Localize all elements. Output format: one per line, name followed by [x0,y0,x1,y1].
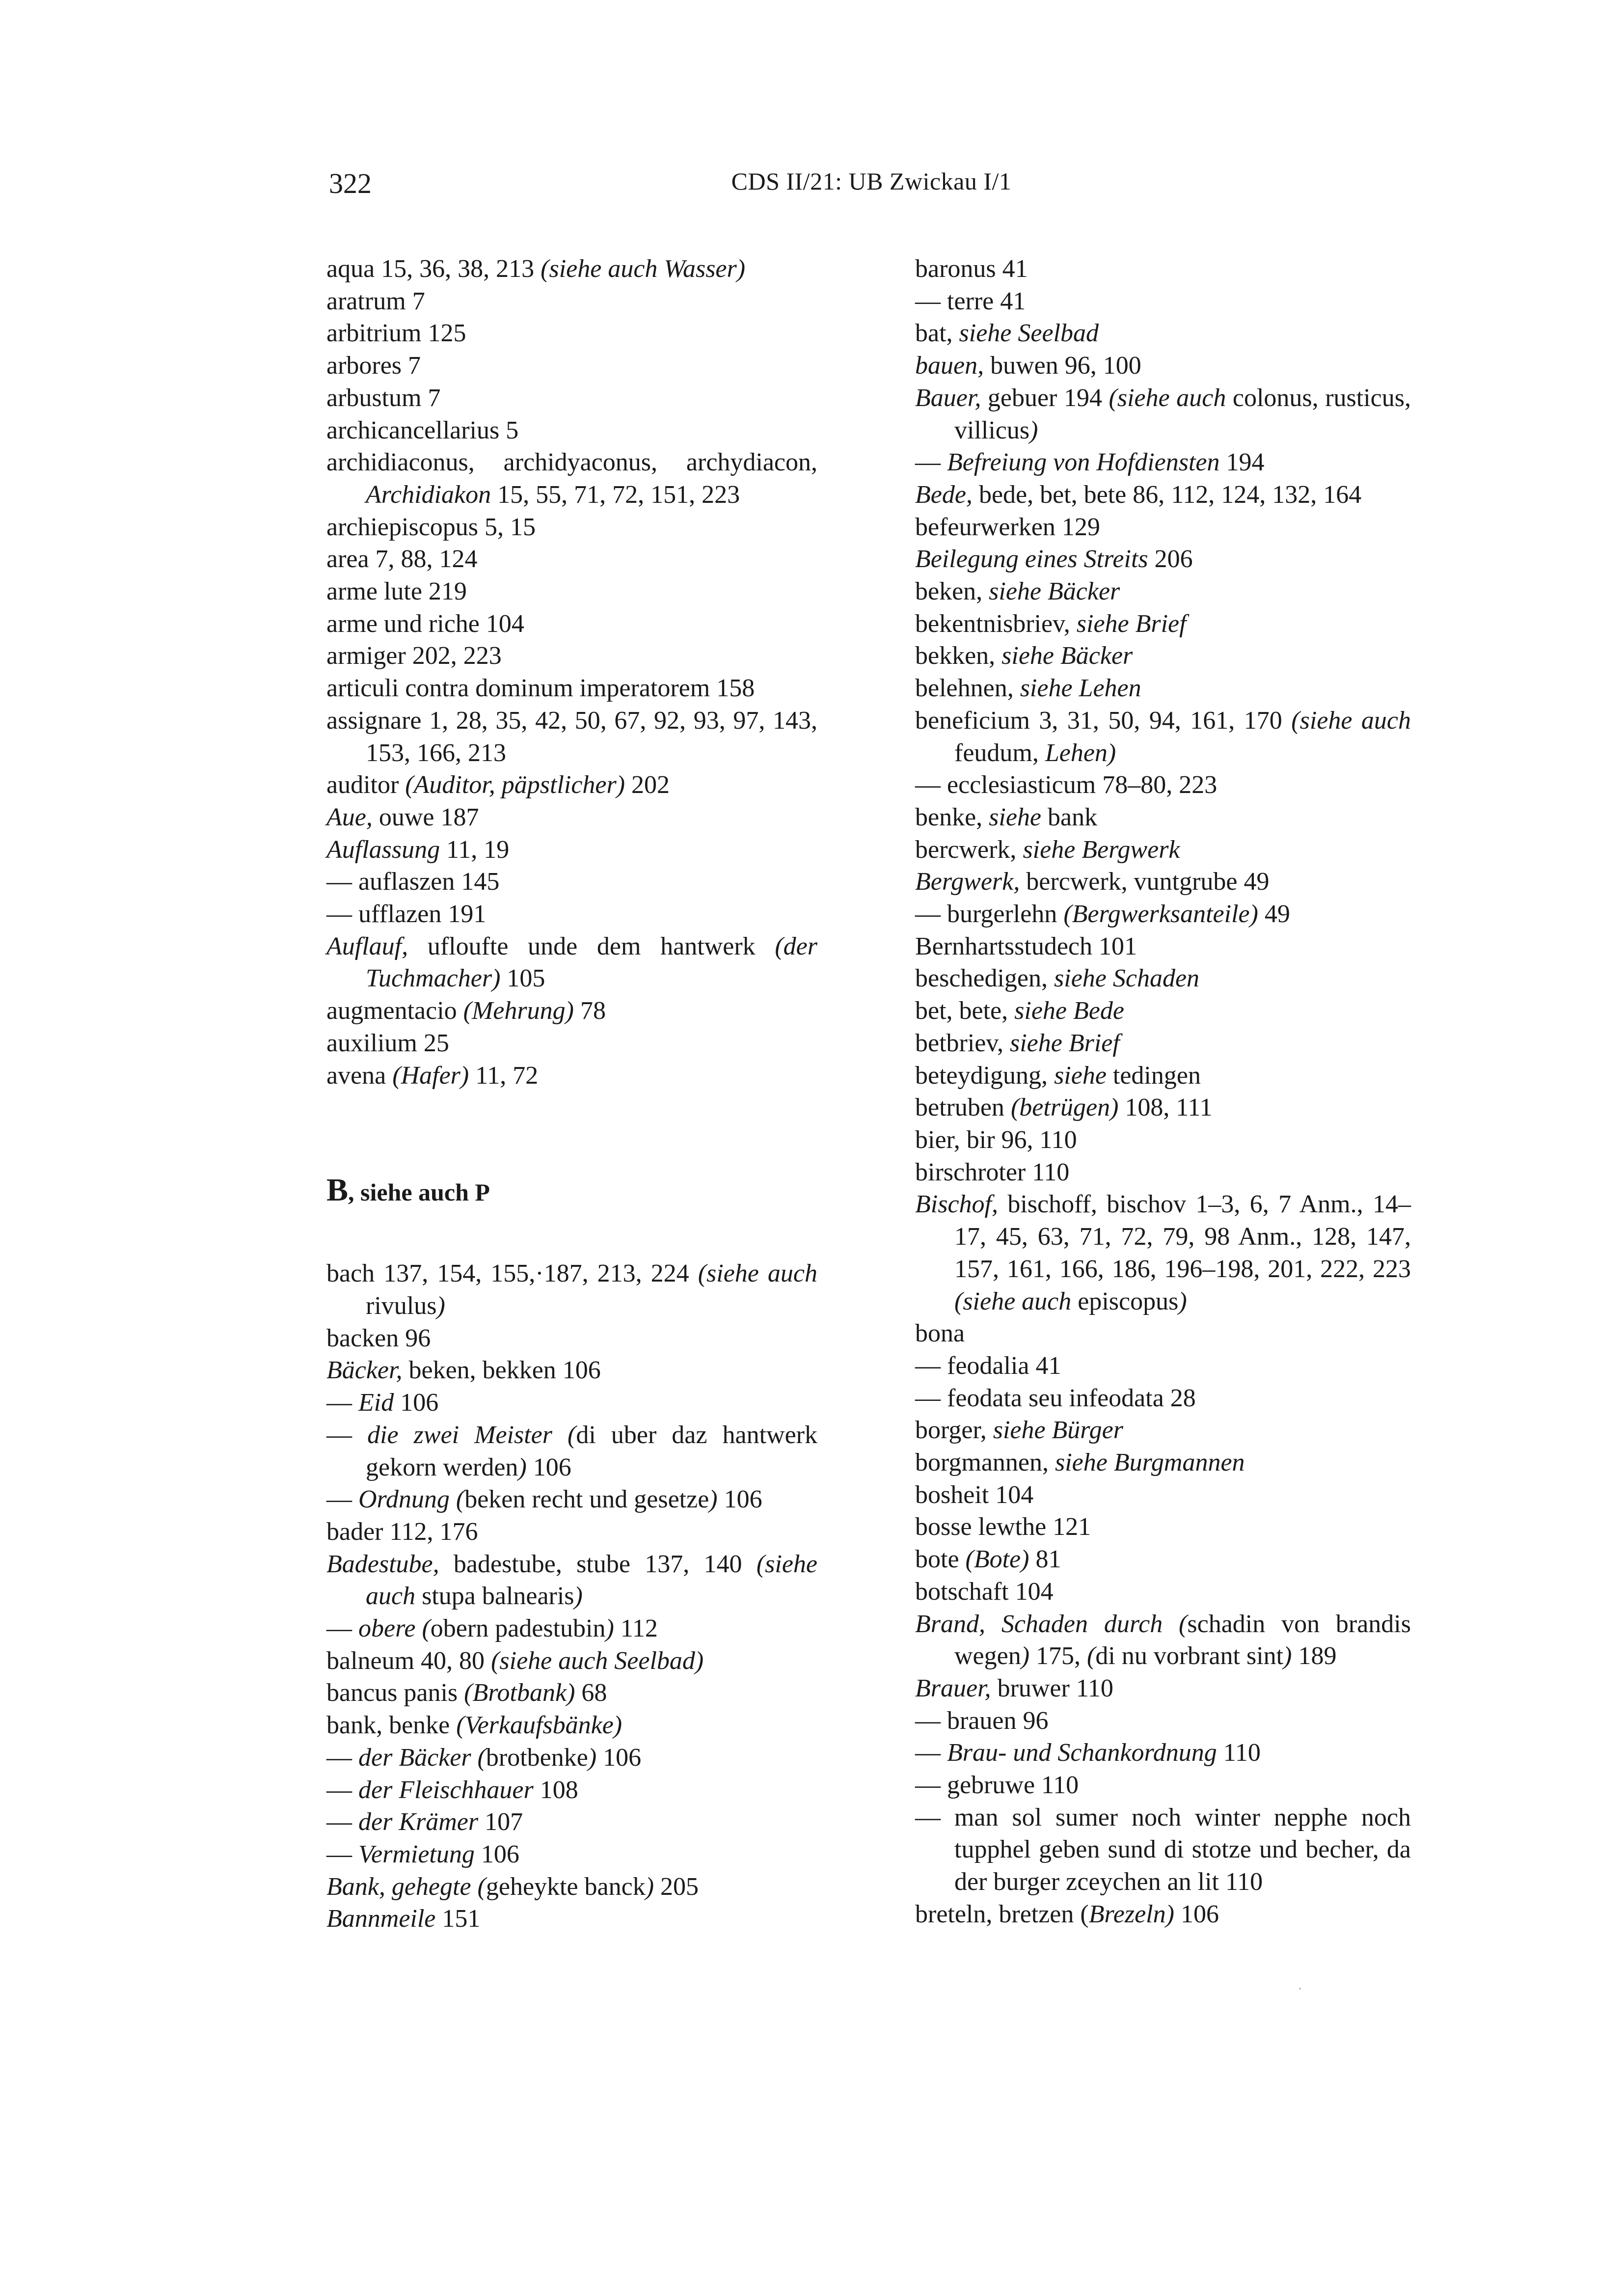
index-entry [915,1156,1411,1189]
entry-text: 189 [1292,1642,1337,1670]
index-entry [915,1124,1411,1156]
entry-text: der Fleischhauer [358,1776,534,1804]
entry-text: 81 [1029,1545,1061,1574]
entry-text: Auflassung [326,835,440,864]
entry-text: (siehe auch Seelbad) [491,1646,704,1675]
entry-text: bosheit 104 [915,1480,1034,1509]
entry-text: ) [1021,1642,1030,1670]
entry-text: — [326,1389,358,1417]
running-title: CDS II/21: UB Zwickau I/1 [731,167,1012,195]
section-heading-b [326,1174,817,1208]
entry-text: 175, [1029,1642,1087,1670]
entry-text: borger, [915,1416,993,1445]
entry-text: — brauen 96 [915,1706,1049,1735]
entry-text: Ordnung ( [358,1485,465,1514]
entry-text: — gebruwe 110 [915,1771,1079,1800]
index-entries-a [326,253,817,1092]
index-entry [915,640,1411,672]
index-entry [915,801,1411,834]
index-entry [326,801,817,834]
entry-text: siehe Burgmannen [1055,1449,1245,1477]
index-entry [326,1838,817,1871]
entry-text: armiger 202, 223 [326,642,502,670]
index-entry [915,446,1411,479]
entry-text: beken recht und gesetze [464,1485,709,1514]
index-entry [915,866,1411,898]
entry-text: (Verkaufsbänke) [456,1711,622,1740]
entry-text: breteln, bretzen ( [915,1900,1089,1928]
entry-text: (siehe auch [1109,383,1226,412]
entry-text: — terre 41 [915,287,1026,315]
entry-text: archiepiscopus 5, 15 [326,513,536,541]
entry-text: beschedigen, [915,964,1055,993]
entry-text: betbriev, [915,1029,1010,1057]
entry-text: arbitrium 125 [326,319,466,348]
entry-text: Auflauf, [326,932,408,960]
entry-text: siehe Lehen [1020,674,1141,703]
entry-text: Bernhartsstudech 101 [915,932,1137,960]
entry-text: feudum, [954,738,1045,767]
entry-text: — [326,1421,368,1449]
entry-text: ) [709,1485,718,1514]
entry-text: arbustum 7 [326,383,441,412]
entry-text: 49 [1258,900,1290,929]
entry-text: colonus, rusticus, villicus [954,383,1411,444]
entry-text: 78 [573,997,606,1025]
index-entry [326,930,817,995]
index-entry [915,1188,1411,1317]
entry-text: bruwer 110 [991,1674,1113,1702]
index-entry [326,1516,817,1548]
index-entry [915,1382,1411,1415]
entry-text: 108 [533,1776,578,1804]
index-entry [915,1092,1411,1124]
index-entry [326,1483,817,1516]
entry-text: beneficium 3, 31, 50, 94, 161, 170 [915,706,1292,735]
entry-text: bischoff, bischov 1–3, 6, 7 Anm., 14–17, 45, 63, 71, 72, 79, 98 Anm., 128, 147, 157, 161, 166, 186, 196–198, 201, 222, 223 [954,1190,1411,1283]
entry-text: ) [1029,416,1038,444]
index-entry [326,1027,817,1060]
entry-text: gebuer 194 [981,383,1109,412]
index-entry [915,1027,1411,1060]
entry-text: bona [915,1319,965,1348]
page-header [329,167,1414,206]
entry-text: — [326,1808,358,1836]
entry-text: die zwei Meister ( [367,1421,576,1449]
index-column-right [915,253,1411,1931]
entry-text: siehe Bäcker [989,577,1120,606]
index-entry [326,511,817,544]
entry-text: bercwerk, [915,835,1023,864]
entry-text: — auflaszen 145 [326,868,500,896]
entry-text: belehnen, [915,674,1020,703]
entry-text: 106 [394,1389,439,1417]
entry-text: ufloufte unde dem hantwerk [408,932,775,960]
entry-text: siehe Seelbad [959,319,1099,348]
entry-text: (siehe auch Wasser) [541,255,746,283]
entry-text: Vermietung [358,1840,475,1868]
index-entry [326,1677,817,1709]
index-entry [915,1608,1411,1672]
index-entry [915,834,1411,866]
index-entry [326,995,817,1027]
entry-text: — burgerlehn [915,900,1064,929]
entry-text: beteydigung, [915,1061,1055,1090]
index-entry [915,1898,1411,1931]
index-entry [326,898,817,930]
scan-speck [1299,1988,1301,1990]
index-entry [326,575,817,608]
entry-text: bader 112, 176 [326,1517,478,1546]
index-entry [326,1613,817,1645]
index-entry [915,1705,1411,1737]
entry-text: ) [645,1872,654,1901]
index-entry [915,1350,1411,1382]
entry-text: siehe [989,803,1042,831]
entry-text: (betrügen) [1010,1093,1119,1122]
index-entry [915,543,1411,575]
entry-text: Befreiung von Hofdiensten [947,448,1220,477]
entry-text: benke, [915,803,989,831]
section-letter: B [326,1172,349,1208]
entry-text: auditor [326,771,406,799]
index-entry [915,1543,1411,1576]
entry-text: ) [1178,1287,1187,1315]
entry-text: arme lute 219 [326,577,467,606]
entry-text: — [326,1776,358,1804]
entry-text: siehe Bede [1014,997,1124,1025]
entry-text: 106 [1174,1900,1219,1928]
entry-text: bosse lewthe 121 [915,1513,1091,1541]
entry-text: Eid [358,1389,394,1417]
index-entry [915,1737,1411,1769]
entry-text: bauen, [915,352,984,380]
entry-text: bede, bet, bete 86, 112, 124, 132, 164 [972,480,1362,509]
index-entry [326,1709,817,1742]
entry-text: obere ( [358,1614,431,1643]
entry-text: area 7, 88, 124 [326,545,478,574]
index-entry [326,543,817,575]
entry-text: aqua 15, 36, 38, 213 [326,255,541,283]
index-entry [326,1354,817,1387]
entry-text: 15, 55, 71, 72, 151, 223 [491,480,740,509]
index-entry [915,1576,1411,1608]
index-entry [326,1903,817,1935]
index-entry [915,1802,1411,1898]
entry-text: — feodalia 41 [915,1351,1061,1380]
entry-text: Bank, gehegte ( [326,1872,486,1901]
entry-text: arme und riche 104 [326,609,524,638]
entry-text: avena [326,1061,393,1090]
entry-text: di uber daz hantwerk gekorn werden [366,1421,818,1481]
entry-text: (Brotbank) [464,1679,575,1707]
entry-text: Lehen) [1045,738,1116,767]
entry-text: Bergwerk, [915,868,1020,896]
entry-text: — [915,1739,947,1767]
entry-text: borgmannen, [915,1449,1055,1477]
entry-text: articuli contra dominum imperatorem 158 [326,674,755,703]
entry-text: arbores 7 [326,352,421,380]
index-entry [326,1322,817,1355]
entry-text: aratrum 7 [326,287,425,315]
entry-text: bercwerk, vuntgrube 49 [1020,868,1270,896]
entry-text: balneum 40, 80 [326,1646,491,1675]
index-entry [326,350,817,382]
index-entry [915,608,1411,640]
index-entries-right [915,253,1411,1931]
entry-text: (Bergwerksanteile) [1063,900,1258,929]
entry-text: (Bote) [965,1545,1029,1574]
entry-text: birschroter 110 [915,1158,1070,1186]
entry-text: Brau- und Schankordnung [947,1739,1217,1767]
entry-text: ( [1087,1642,1096,1670]
entry-text: 106 [717,1485,762,1514]
entry-text: der Krämer [358,1808,479,1836]
index-entry [915,1479,1411,1511]
entry-text: (siehe auch [698,1259,817,1288]
index-entry [326,317,817,350]
entry-text: ) [436,1291,445,1320]
entry-text: Badestube, [326,1550,439,1578]
entry-text: Brezeln) [1088,1900,1174,1928]
entry-text: 108, 111 [1118,1093,1213,1122]
index-entry [915,1447,1411,1479]
entry-text: bier, bir 96, 110 [915,1125,1077,1154]
entry-text: episcopus [1071,1287,1179,1315]
index-entry [915,769,1411,801]
index-entry [915,898,1411,930]
entry-text: ) [518,1453,527,1481]
entry-text: obern padestubin [430,1614,606,1643]
entry-text: assignare 1, 28, 35, 42, 50, 67, 92, 93, 97, 143, 153, 166, 213 [326,706,817,767]
entry-text: bach 137, 154, 155,·187, 213, 224 [326,1259,698,1288]
entry-text: stupa balnearis [415,1582,574,1611]
entry-text: — man sol sumer noch winter nepphe noch tupphel geben sund di stotze und becher, da der burger zceychen an lit 110 [915,1803,1411,1896]
entry-text: 11, 72 [469,1061,539,1090]
entry-text: 106 [526,1453,571,1481]
entry-text: siehe Bergwerk [1023,835,1180,864]
entry-text: befeurwerken 129 [915,513,1100,541]
entry-text: baronus 41 [915,255,1028,283]
entry-text: — ufflazen 191 [326,900,487,929]
index-entry [326,1060,817,1092]
index-entry [915,930,1411,963]
entry-text: 112 [614,1614,658,1643]
entry-text: botschaft 104 [915,1577,1054,1606]
entry-text: augmentacio [326,997,463,1025]
index-entry [915,962,1411,995]
entry-text: siehe Bürger [993,1416,1123,1445]
index-entry [915,672,1411,705]
index-entry [326,1548,817,1613]
entry-text: (Mehrung) [463,997,574,1025]
entry-text: 105 [500,964,545,993]
entry-text: 194 [1219,448,1265,477]
entry-text: 68 [575,1679,607,1707]
entry-text: — [915,448,947,477]
entry-text: brotbenke [486,1743,588,1772]
entry-text: schadin von brandis wegen [954,1610,1411,1670]
index-entry [326,1742,817,1774]
index-entry [915,253,1411,285]
entry-text: tedingen [1106,1061,1201,1090]
index-entry [915,995,1411,1027]
entry-text: ) [1283,1642,1292,1670]
entry-text: siehe Brief [1010,1029,1120,1057]
index-entry [915,285,1411,318]
entry-text: ) [588,1743,597,1772]
entry-text: 11, 19 [440,835,510,864]
index-entry [326,672,817,705]
entry-text: siehe [1054,1061,1107,1090]
entry-text: auxilium 25 [326,1029,449,1057]
index-entry [326,1257,817,1322]
entry-text: 206 [1148,545,1193,574]
entry-text: der Bäcker ( [358,1743,486,1772]
index-entry [915,350,1411,382]
index-entries-b [326,1257,817,1935]
entry-text: 107 [478,1808,523,1836]
entry-text: 205 [654,1872,699,1901]
entry-text: siehe Brief [1076,609,1187,638]
index-column-left [326,253,817,1935]
entry-text: beken, [915,577,989,606]
entry-text: — feodata seu infeodata 28 [915,1384,1196,1412]
index-entry [915,511,1411,544]
index-entry [915,479,1411,511]
entry-text: backen 96 [326,1324,431,1352]
index-entry [915,1672,1411,1705]
entry-text: Bede, [915,480,973,509]
index-entry [915,317,1411,350]
entry-text: (Auditor, päpstlicher) [405,771,625,799]
entry-text: siehe Schaden [1054,964,1200,993]
entry-text: 106 [474,1840,519,1868]
entry-text: ) [574,1582,583,1611]
entry-text: badestube, stube 137, 140 [439,1550,757,1578]
entry-text: beken, bekken 106 [402,1356,601,1385]
entry-text: — [326,1840,358,1868]
index-entry [326,253,817,285]
entry-text: ) [605,1614,614,1643]
entry-text: Bischof, [915,1190,998,1219]
index-entry [326,382,817,414]
entry-text: — [326,1614,358,1643]
index-entry [326,446,817,511]
entry-text: Bäcker, [326,1356,403,1385]
entry-text: bancus panis [326,1679,464,1707]
index-entry [915,1317,1411,1350]
index-entry [326,1645,817,1677]
page-number: 322 [329,167,372,199]
entry-text: — [326,1743,358,1772]
entry-text: 106 [596,1743,642,1772]
index-entry [326,608,817,640]
entry-text: 202 [625,771,670,799]
index-entry [326,640,817,672]
entry-text: bank [1041,803,1098,831]
index-entry [915,575,1411,608]
entry-text: 110 [1217,1739,1261,1767]
entry-text: Archidiakon [366,480,491,509]
index-entry [326,1806,817,1838]
entry-text: siehe Bäcker [1001,642,1133,670]
index-entry [915,1769,1411,1802]
section-heading-rest: , siehe auch P [348,1178,490,1206]
entry-text: 151 [435,1905,481,1933]
entry-text: (siehe auch [1291,706,1411,735]
entry-text: — ecclesiasticum 78–80, 223 [915,771,1217,799]
index-entry [326,1774,817,1806]
entry-text: bote [915,1545,966,1574]
entry-text: (siehe auch [954,1287,1072,1315]
index-entry [326,414,817,447]
entry-text: Bauer, [915,383,981,412]
entry-text: — [326,1485,358,1514]
entry-text: rivulus [366,1291,437,1320]
entry-text: di nu vorbrant sint [1095,1642,1284,1670]
entry-text: bet, bete, [915,997,1015,1025]
index-entry [326,769,817,801]
index-entry [915,705,1411,769]
index-entry [326,705,817,769]
entry-text: Beilegung eines Streits [915,545,1148,574]
entry-text: buwen 96, 100 [984,352,1141,380]
index-entry [326,834,817,866]
entry-text: (Hafer) [392,1061,469,1090]
index-entry [915,1511,1411,1543]
entry-text: bat, [915,319,959,348]
index-entry [915,382,1411,446]
entry-text: Bannmeile [326,1905,436,1933]
entry-text: Brand, Schaden durch ( [915,1610,1188,1638]
entry-text: Aue, [326,803,373,831]
entry-text: (siehe auch [366,1550,817,1611]
entry-text: bekentnisbriev, [915,609,1077,638]
index-entry [915,1414,1411,1447]
entry-text: archicancellarius 5 [326,416,519,444]
entry-text: betruben [915,1093,1011,1122]
entry-text: (der Tuchmacher) [366,932,817,993]
index-entry [915,1060,1411,1092]
index-entry [326,866,817,898]
entry-text: bank, benke [326,1711,457,1740]
index-entry [326,1871,817,1903]
entry-text: archidiaconus, archidyaconus, archydiacon, [326,448,817,477]
entry-text: geheykte banck [486,1872,646,1901]
index-entry [326,1419,817,1483]
index-entry [326,285,817,318]
entry-text: Brauer, [915,1674,991,1702]
index-entry [326,1387,817,1419]
entry-text: ouwe 187 [372,803,479,831]
entry-text: bekken, [915,642,1002,670]
